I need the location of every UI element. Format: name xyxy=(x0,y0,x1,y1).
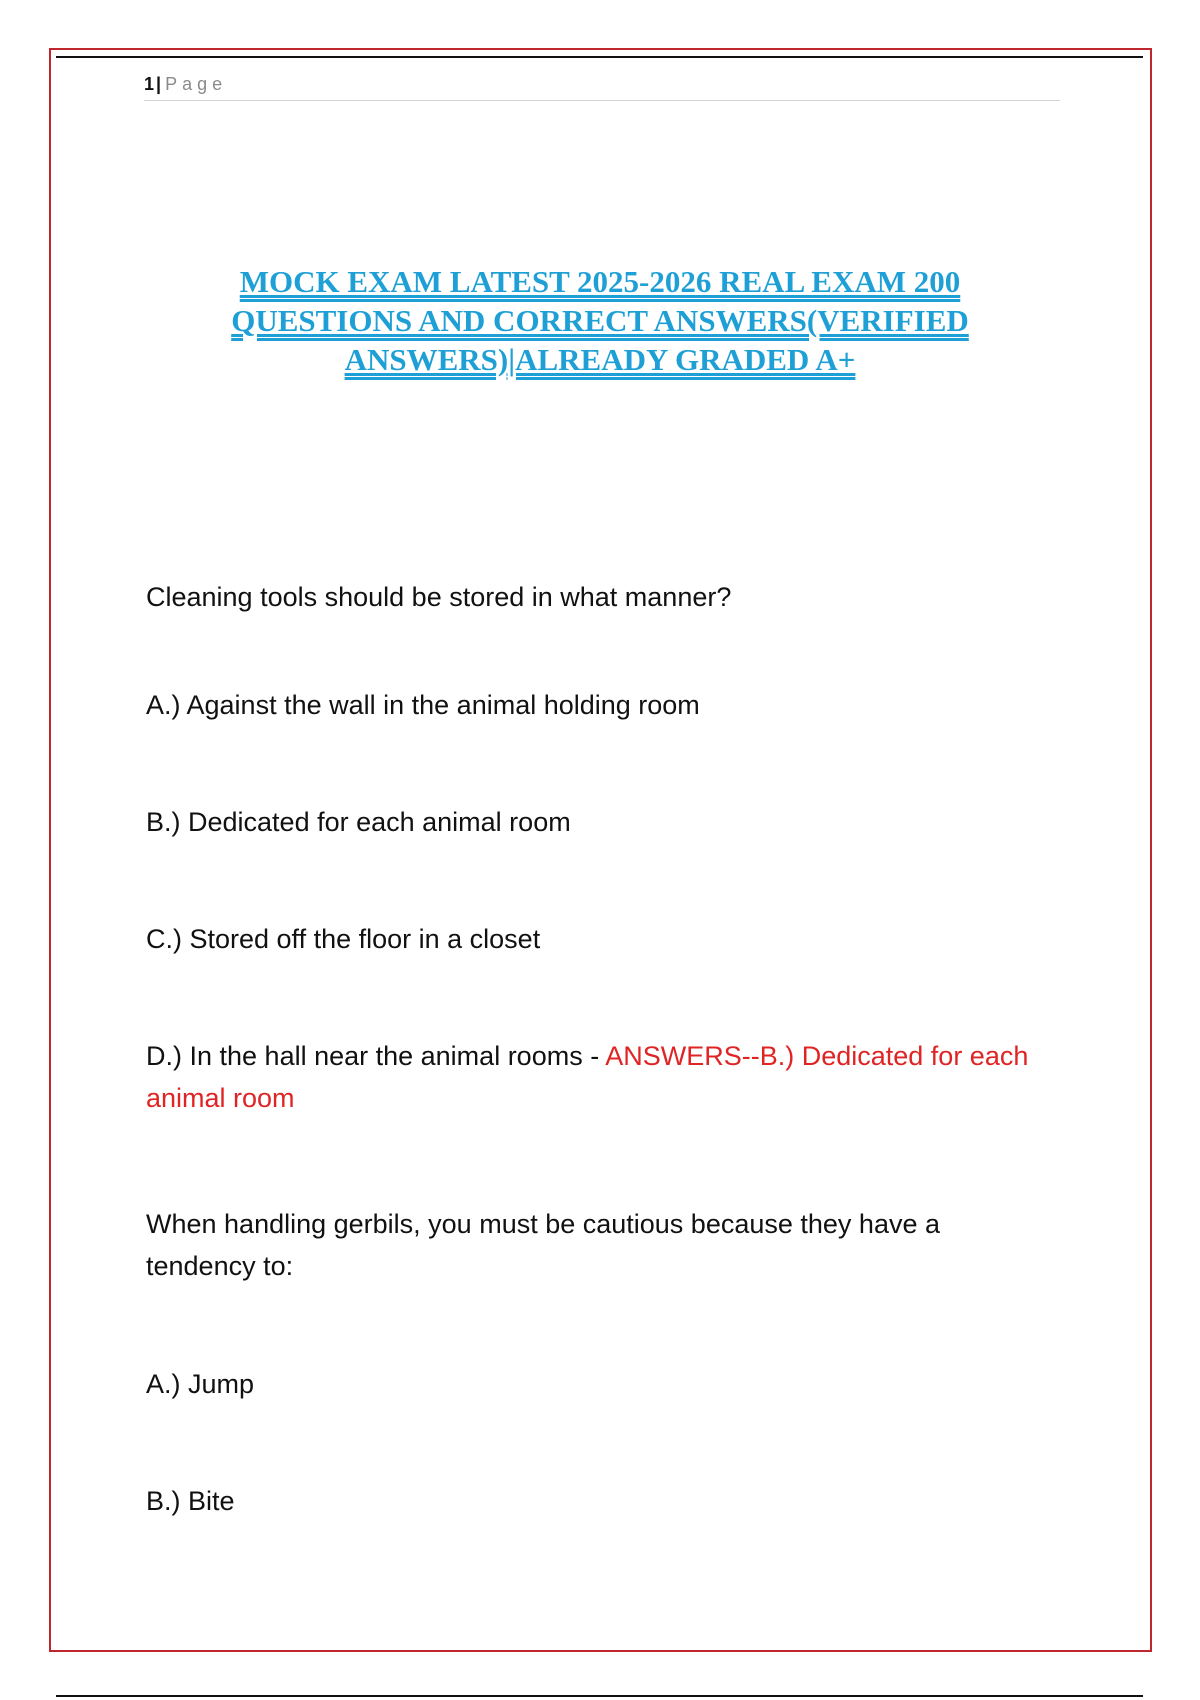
question-1-text: Cleaning tools should be stored in what manner? xyxy=(146,582,732,612)
question-1-option-d xyxy=(146,1035,1046,1119)
question-2-option-a: A.) Jump xyxy=(146,1369,255,1399)
question-1-option-a: A.) Against the wall in the animal holding room xyxy=(146,690,700,720)
question-1-option-d-text: D.) In the hall near the animal rooms - xyxy=(146,1041,606,1071)
question-1-option-b: B.) Dedicated for each animal room xyxy=(146,807,571,837)
page-number: 1 xyxy=(144,74,155,94)
page-label: Page xyxy=(165,74,228,94)
question-1-option-c: C.) Stored off the floor in a closet xyxy=(146,924,541,954)
question-2-option-b: B.) Bite xyxy=(146,1486,235,1516)
question-1-answer: ANSWERS--B.) Dedicated for each animal room xyxy=(146,1041,1029,1113)
top-rule xyxy=(56,56,1143,58)
document-title: MOCK EXAM LATEST 2025-2026 REAL EXAM 200 QUESTIONS AND CORRECT ANSWERS(VERIFIED ANSWERS)|ALREADY GRADED A+ xyxy=(231,264,969,377)
bottom-rule xyxy=(56,1695,1143,1697)
page-header xyxy=(144,72,1060,101)
question-2-text: When handling gerbils, you must be cautious because they have a tendency to: xyxy=(146,1209,940,1281)
page-separator: | xyxy=(156,74,162,94)
